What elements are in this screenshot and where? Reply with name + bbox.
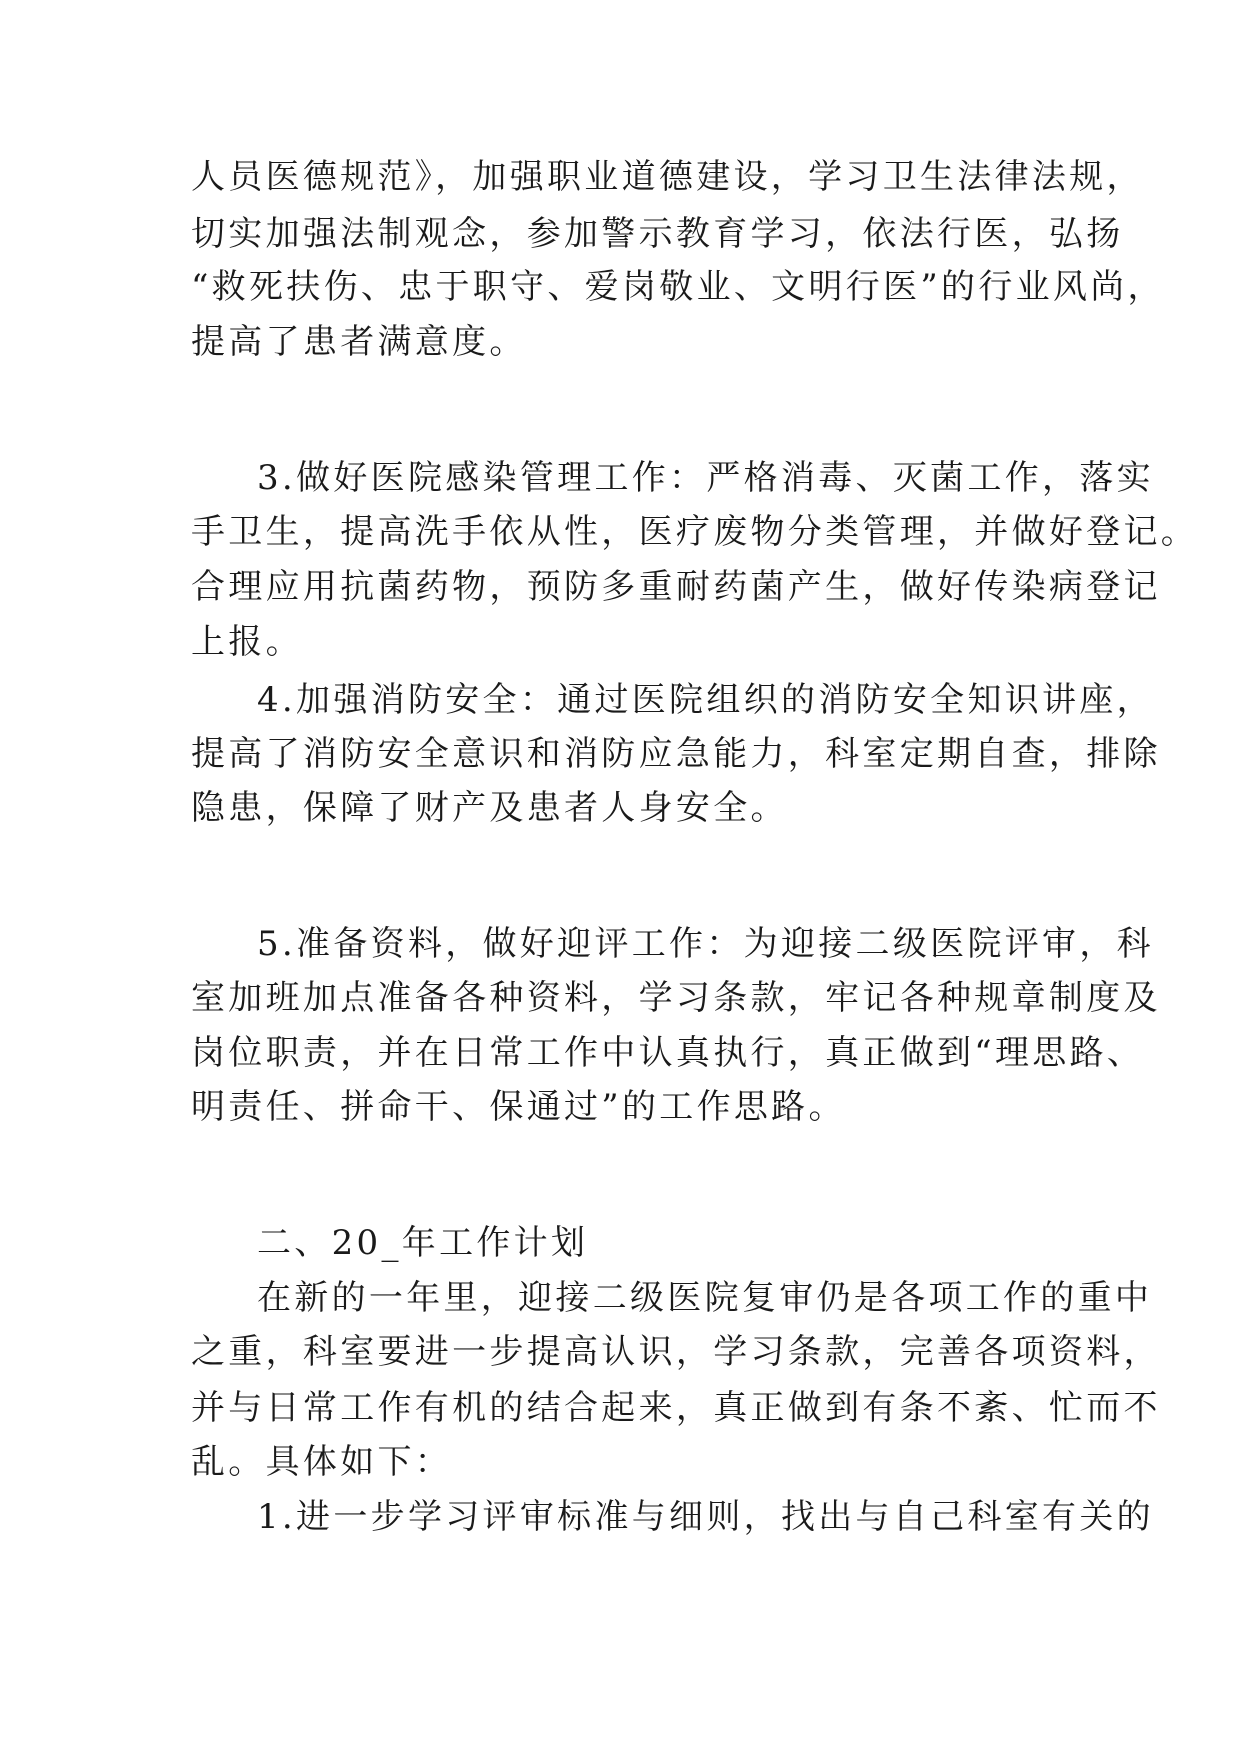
text-line: 切实加强法制观念，参加警示教育学习，依法行医，弘扬 — [191, 214, 1124, 254]
text-line: 之重，科室要进一步提高认识，学习条款，完善各项资料， — [191, 1332, 1161, 1372]
list-item-1: 1.进一步学习评审标准与细则，找出与自己科室有关的 — [257, 1497, 1154, 1537]
text-line: 室加班加点准备各种资料，学习条款，牢记各种规章制度及 — [191, 978, 1161, 1018]
section-heading: 二、20_年工作计划 — [257, 1223, 589, 1263]
list-item-5: 5.准备资料，做好迎评工作：为迎接二级医院评审，科 — [257, 924, 1154, 964]
text-line: 并与日常工作有机的结合起来，真正做到有条不紊、忙而不 — [191, 1388, 1161, 1428]
text-line: 人员医德规范》，加强职业道德建设，学习卫生法律法规， — [191, 157, 1144, 197]
list-item-3: 3.做好医院感染管理工作：严格消毒、灭菌工作，落实 — [257, 458, 1154, 498]
text-line: 隐患，保障了财产及患者人身安全。 — [191, 788, 788, 828]
text-line: 乱。具体如下： — [191, 1442, 453, 1482]
text-line: 提高了消防安全意识和消防应急能力，科室定期自查，排除 — [191, 734, 1161, 774]
list-item-4: 4.加强消防安全：通过医院组织的消防安全知识讲座， — [257, 680, 1154, 720]
text-line: 手卫生，提高洗手依从性，医疗废物分类管理，并做好登记。 — [191, 512, 1199, 552]
text-line: 明责任、拼命干、保通过”的工作思路。 — [191, 1087, 846, 1127]
text-line: 合理应用抗菌药物，预防多重耐药菌产生，做好传染病登记 — [191, 567, 1161, 607]
text-line: 在新的一年里，迎接二级医院复审仍是各项工作的重中 — [257, 1278, 1153, 1318]
text-line: “救死扶伤、忠于职守、爱岗敬业、文明行医”的行业风尚， — [191, 267, 1165, 307]
text-line: 提高了患者满意度。 — [191, 322, 527, 362]
text-line: 岗位职责，并在日常工作中认真执行，真正做到“理思路、 — [191, 1033, 1145, 1073]
text-line: 上报。 — [191, 622, 303, 662]
